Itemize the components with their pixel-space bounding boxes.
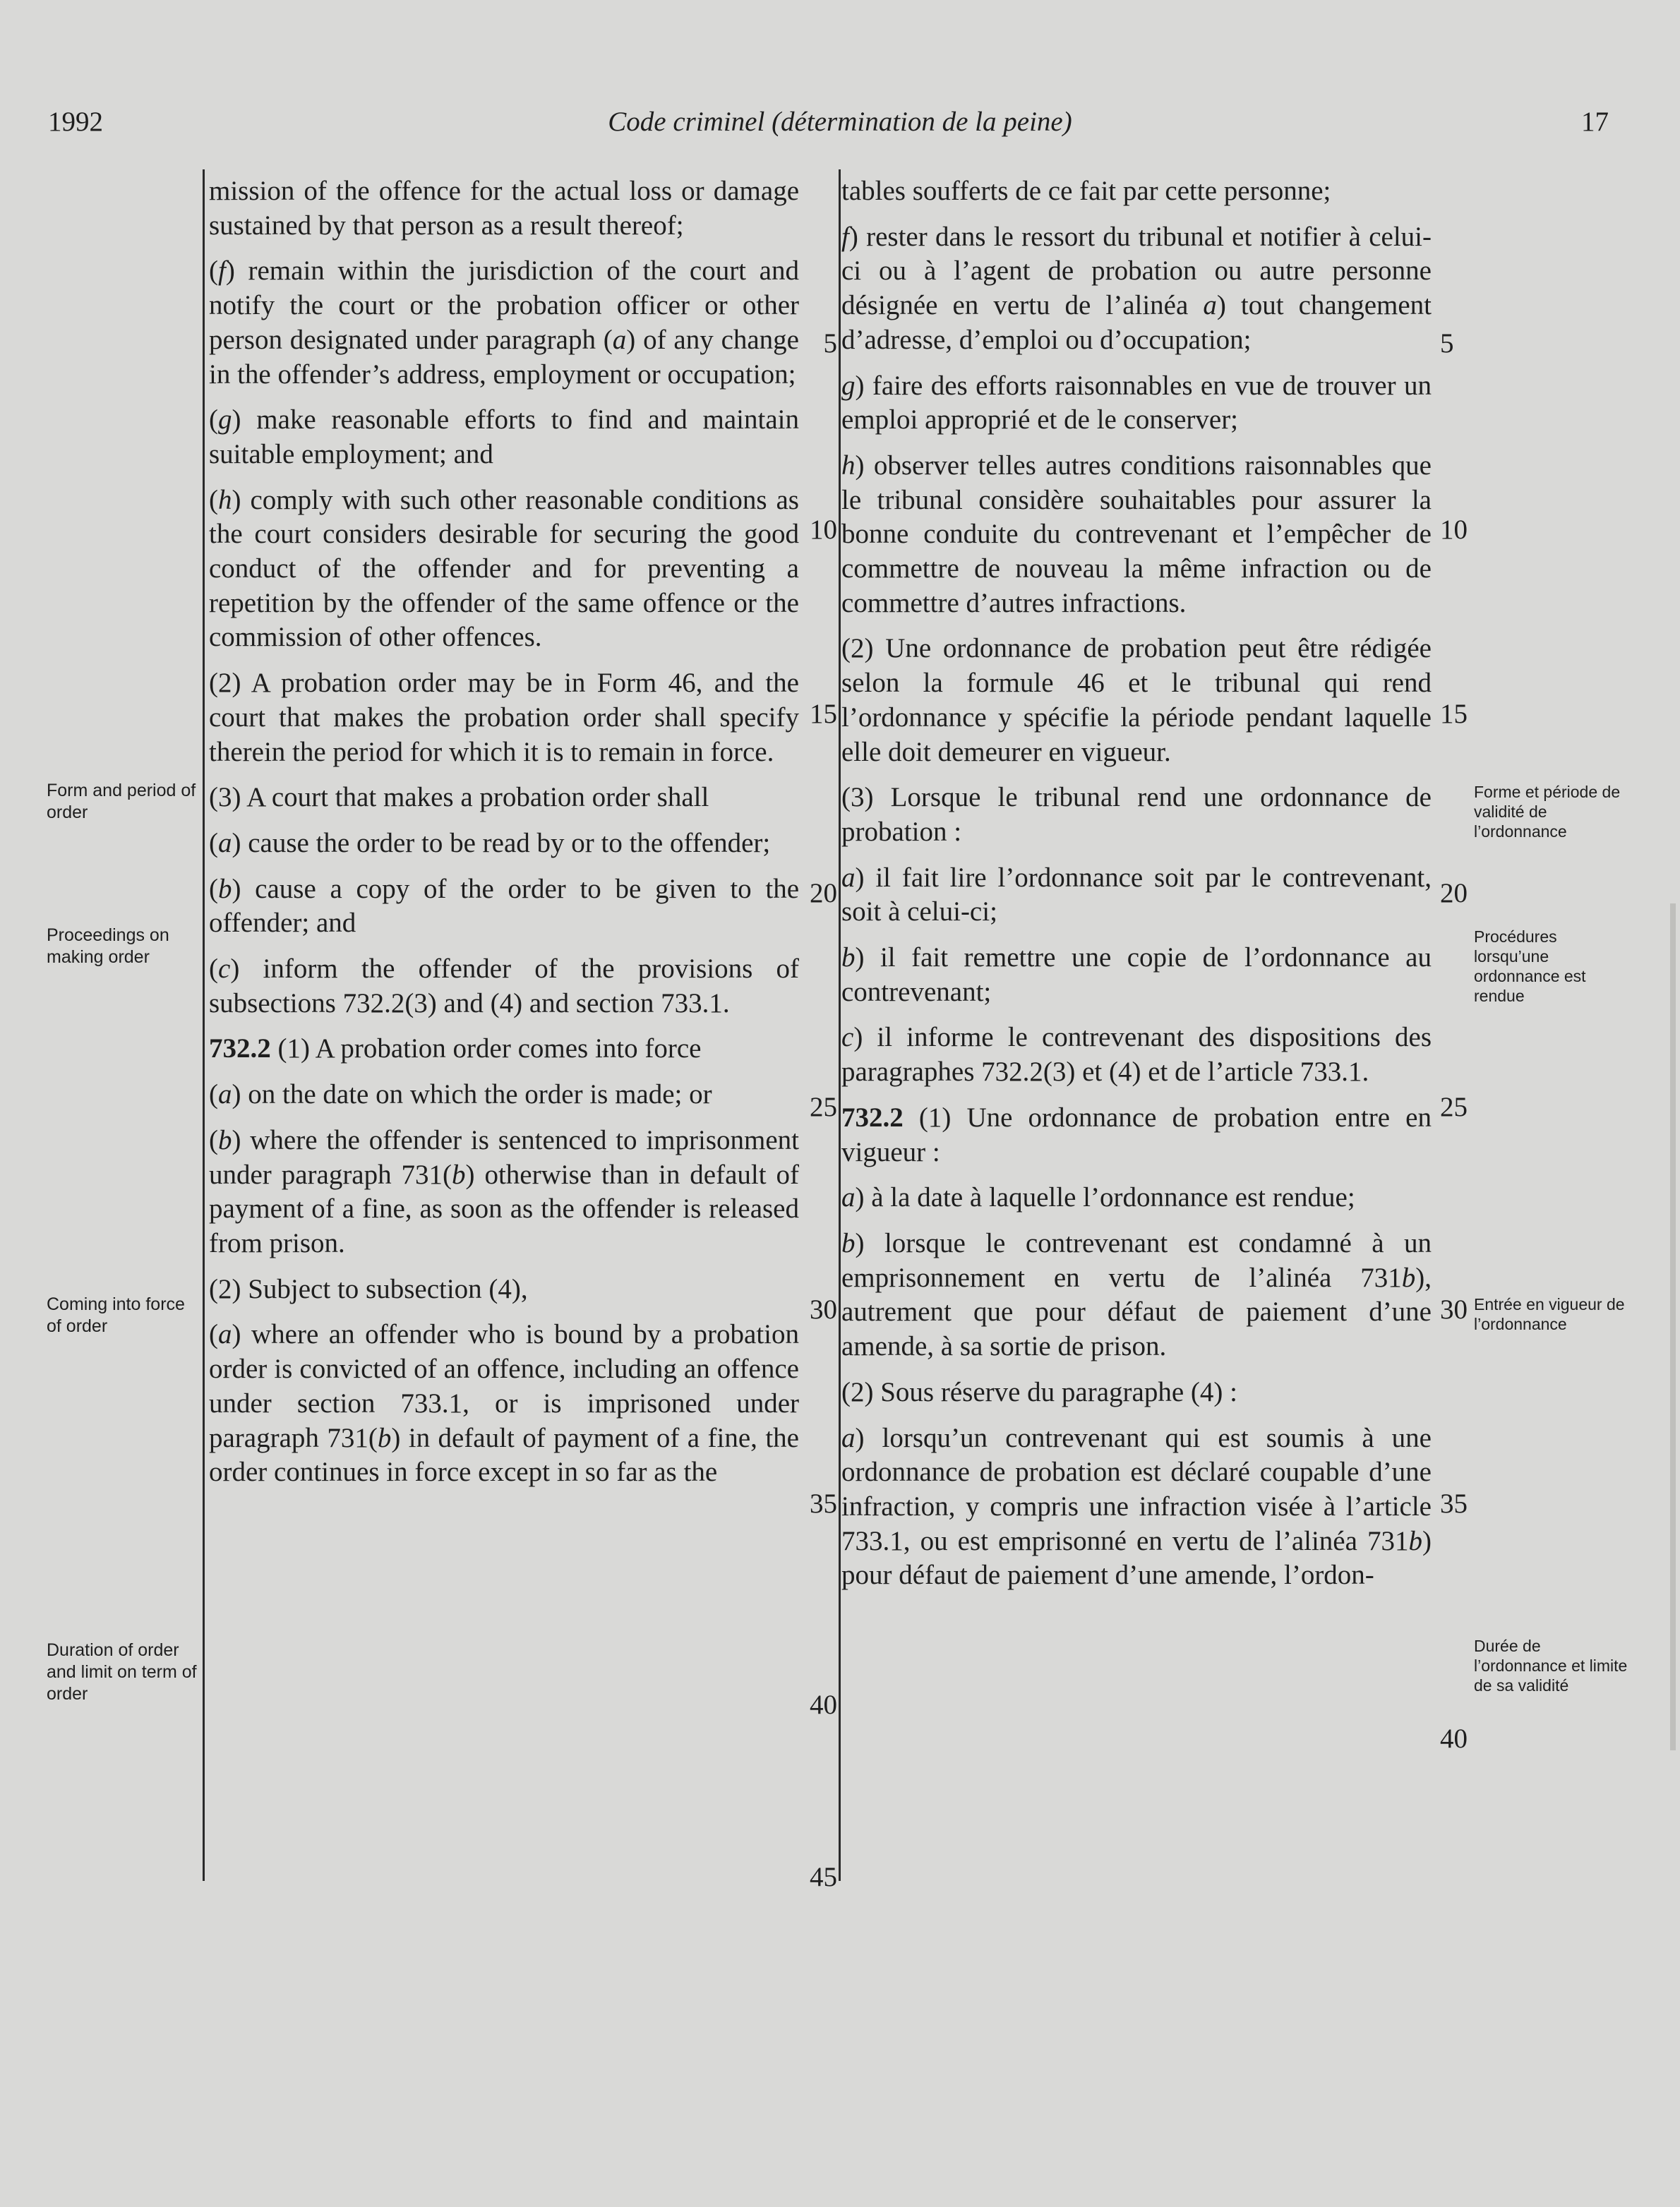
fr-paragraph: a) il fait lire l’ordonnance soit par le contrevenant, soit à celui-ci; <box>841 862 1432 927</box>
fr-paragraph: h) observer telles autres conditions raisonnables que le tribunal considère souhaitables pour assurer la bonne conduite du contrevenant et l’empêcher de commettre de nouveau la même infraction ou de commettre d’autres infractions. <box>841 450 1432 618</box>
right-edge-shadow <box>1670 903 1676 1750</box>
line-number: 40 <box>1440 1724 1468 1754</box>
margin-note: Forme et période de validité de l’ordonnance <box>1474 783 1621 841</box>
line-number: 40 <box>810 1690 837 1720</box>
en-paragraph: (2) A probation order may be in Form 46, and the court that makes the probation order shall specify therein the period for which it is to remain in force. <box>209 668 799 767</box>
line-number: 35 <box>1440 1489 1468 1519</box>
fr-paragraph: b) il fait remettre une copie de l’ordonnance au contrevenant; <box>841 942 1432 1007</box>
line-number: 25 <box>1440 1092 1468 1122</box>
fr-paragraph: 732.2 (1) Une ordonnance de probation entre en vigueur : <box>841 1102 1432 1167</box>
french-column <box>841 174 1432 1593</box>
en-paragraph: mission of the offence for the actual loss or damage sustained by that person as a result thereof; <box>209 176 799 241</box>
fr-paragraph: (3) Lorsque le tribunal rend une ordonnance de probation : <box>841 782 1432 847</box>
line-number: 10 <box>810 515 837 545</box>
en-paragraph: (a) on the date on which the order is made; or <box>209 1079 712 1110</box>
fr-paragraph: a) lorsqu’un contrevenant qui est soumis à une ordonnance de probation est déclaré coupable d’une infraction, y compris une infraction visée à l’article 733.1, ou est emprisonné en vertu de l’alinéa 731b) pour défaut de paiement d’une amende, l’ordon- <box>841 1422 1432 1591</box>
fr-paragraph: a) à la date à laquelle l’ordonnance est rendue; <box>841 1182 1355 1213</box>
fr-paragraph: (2) Une ordonnance de probation peut être rédigée selon la formule 46 et le tribunal qui rend l’ordonnance y spécifie la période pendant laquelle elle doit demeurer en vigueur. <box>841 633 1432 767</box>
fr-paragraph: (2) Sous réserve du paragraphe (4) : <box>841 1376 1237 1407</box>
fr-paragraph: c) il informe le contrevenant des dispositions des paragraphes 732.2(3) et (4) et de l’article 733.1. <box>841 1022 1432 1088</box>
en-paragraph: (a) where an offender who is bound by a probation order is convicted of an offence, including an offence under section 733.1, or is imprisoned under paragraph 731(b) in default of payment of a fine, the order continues in force except in so far as the <box>209 1319 799 1488</box>
line-number: 15 <box>1440 699 1468 729</box>
line-number: 35 <box>810 1489 837 1519</box>
header-page-number: 17 <box>1581 107 1609 137</box>
margin-note: Form and period of order <box>47 781 196 822</box>
header-title: Code criminel (détermination de la peine) <box>608 107 1072 137</box>
line-number: 5 <box>1440 328 1454 359</box>
fr-paragraph: f) rester dans le ressort du tribunal et notifier à celui-ci ou à l’agent de probation ou autre personne désignée en vertu de l’alinéa a) tout changement d’adresse, d’emploi ou d’occupation; <box>841 221 1432 355</box>
en-paragraph: (3) A court that makes a probation order shall <box>209 782 709 813</box>
margin-note: Proceedings on making order <box>47 925 169 967</box>
line-number: 15 <box>810 699 837 729</box>
line-number: 45 <box>810 1862 837 1892</box>
line-number: 5 <box>823 328 837 359</box>
center-column-rule <box>839 169 841 1881</box>
english-column <box>209 174 799 1490</box>
line-number: 20 <box>1440 878 1468 908</box>
en-paragraph: (a) cause the order to be read by or to the offender; <box>209 827 771 858</box>
fr-paragraph: tables soufferts de ce fait par cette personne; <box>841 176 1331 206</box>
line-number: 30 <box>810 1294 837 1325</box>
margin-note: Duration of order and limit on term of order <box>47 1640 197 1704</box>
en-paragraph: (b) cause a copy of the order to be given to the offender; and <box>209 873 799 939</box>
en-paragraph: (g) make reasonable efforts to find and maintain suitable employment; and <box>209 404 799 469</box>
line-number: 25 <box>810 1092 837 1122</box>
margin-note: Entrée en vigueur de l’ordonnance <box>1474 1295 1625 1333</box>
left-column-rule <box>203 169 205 1881</box>
line-number: 20 <box>810 878 837 908</box>
en-paragraph: (h) comply with such other reasonable conditions as the court considers desirable for securing the good conduct of the offender and for preventing a repetition by the offender of the same offence or the commission of other offences. <box>209 484 799 653</box>
en-paragraph: (f) remain within the jurisdiction of the court and notify the court or the probation officer or other person designated under paragraph (a) of any change in the offender’s address, employment or occupation; <box>209 255 799 390</box>
header-year: 1992 <box>48 107 103 137</box>
margin-note: Durée de l’ordonnance et limite de sa validité <box>1474 1637 1628 1695</box>
en-paragraph: (2) Subject to subsection (4), <box>209 1273 528 1304</box>
margin-note: Coming into force of order <box>47 1294 185 1336</box>
line-number: 10 <box>1440 515 1468 545</box>
line-number: 30 <box>1440 1294 1468 1325</box>
margin-note: Procédures lorsqu’une ordonnance est rendue <box>1474 927 1586 1005</box>
en-paragraph: (c) inform the offender of the provisions of subsections 732.2(3) and (4) and section 733.1. <box>209 954 799 1018</box>
en-paragraph: (b) where the offender is sentenced to imprisonment under paragraph 731(b) otherwise than in default of payment of a fine, as soon as the offender is released from prison. <box>209 1124 799 1258</box>
fr-paragraph: b) lorsque le contrevenant est condamné à un emprisonnement en vertu de l’alinéa 731b), autrement que pour défaut de paiement d’une amende, à sa sortie de prison. <box>841 1227 1432 1362</box>
fr-paragraph: g) faire des efforts raisonnables en vue de trouver un emploi approprié et de le conserver; <box>841 370 1432 435</box>
en-paragraph: 732.2 (1) A probation order comes into force <box>209 1033 702 1064</box>
